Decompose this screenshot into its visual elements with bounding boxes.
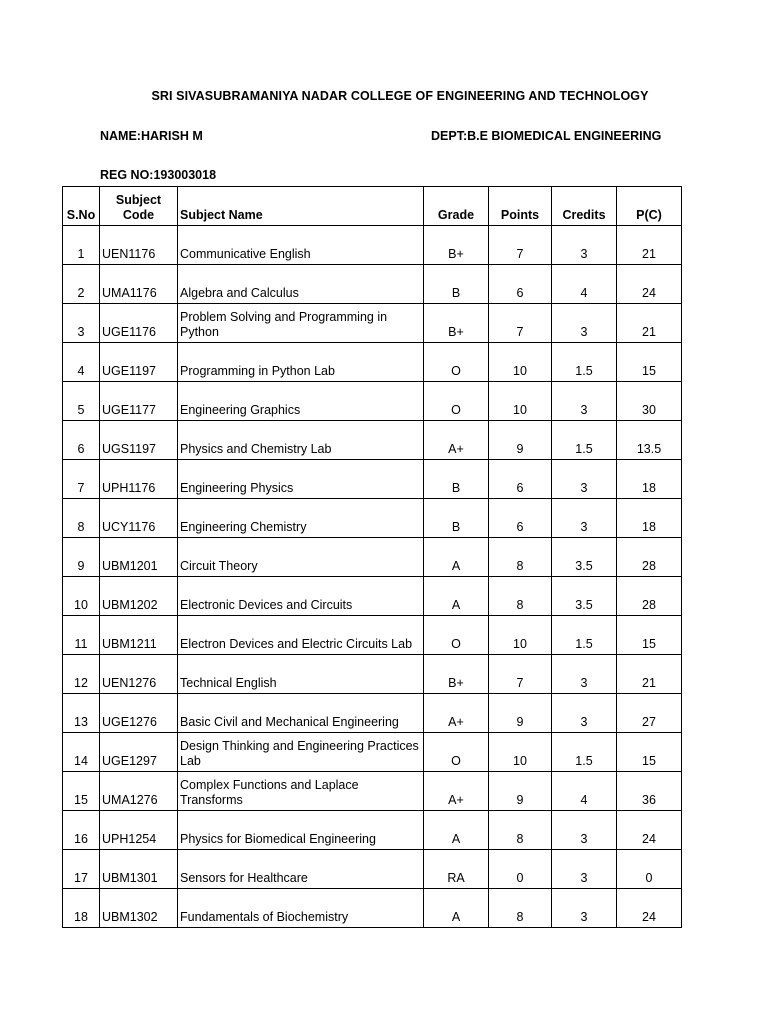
cell-credits: 3 bbox=[552, 304, 617, 343]
cell-credits: 3 bbox=[552, 226, 617, 265]
cell-points: 6 bbox=[489, 460, 552, 499]
cell-grade: A bbox=[424, 889, 489, 928]
cell-pc: 0 bbox=[617, 850, 682, 889]
table-row bbox=[63, 889, 682, 928]
cell-grade: A+ bbox=[424, 421, 489, 460]
cell-credits: 1.5 bbox=[552, 421, 617, 460]
cell-points: 8 bbox=[489, 577, 552, 616]
cell-credits: 3.5 bbox=[552, 538, 617, 577]
cell-subject-code: UBM1301 bbox=[100, 850, 178, 889]
cell-grade: A+ bbox=[424, 772, 489, 811]
cell-subject-name: Engineering Graphics bbox=[178, 382, 424, 421]
cell-subject-code: UMA1276 bbox=[100, 772, 178, 811]
cell-subject-name: Engineering Physics bbox=[178, 460, 424, 499]
cell-subject-name: Physics for Biomedical Engineering bbox=[178, 811, 424, 850]
cell-subject-name: Sensors for Healthcare bbox=[178, 850, 424, 889]
cell-pc: 24 bbox=[617, 265, 682, 304]
cell-subject-name: Problem Solving and Programming in Python bbox=[178, 304, 424, 343]
cell-subject-name: Basic Civil and Mechanical Engineering bbox=[178, 694, 424, 733]
table-row bbox=[63, 655, 682, 694]
cell-subject-code: UPH1176 bbox=[100, 460, 178, 499]
table-row bbox=[63, 694, 682, 733]
cell-points: 6 bbox=[489, 265, 552, 304]
cell-subject-code: UMA1176 bbox=[100, 265, 178, 304]
cell-subject-name: Complex Functions and Laplace Transforms bbox=[178, 772, 424, 811]
department: DEPT:B.E BIOMEDICAL ENGINEERING bbox=[431, 129, 662, 143]
table-row bbox=[63, 226, 682, 265]
cell-credits: 3.5 bbox=[552, 577, 617, 616]
cell-points: 10 bbox=[489, 616, 552, 655]
cell-grade: A+ bbox=[424, 694, 489, 733]
cell-sno: 17 bbox=[63, 850, 100, 889]
column-header-points: Points bbox=[489, 187, 552, 226]
cell-pc: 18 bbox=[617, 460, 682, 499]
cell-subject-code: UGE1176 bbox=[100, 304, 178, 343]
cell-sno: 15 bbox=[63, 772, 100, 811]
cell-grade: O bbox=[424, 733, 489, 772]
cell-sno: 2 bbox=[63, 265, 100, 304]
cell-sno: 10 bbox=[63, 577, 100, 616]
column-header-sno: S.No bbox=[63, 187, 100, 226]
registration-number: REG NO:193003018 bbox=[100, 168, 217, 182]
cell-subject-code: UGE1297 bbox=[100, 733, 178, 772]
table-row bbox=[63, 343, 682, 382]
cell-grade: B bbox=[424, 265, 489, 304]
cell-pc: 15 bbox=[617, 343, 682, 382]
table-row bbox=[63, 538, 682, 577]
cell-points: 6 bbox=[489, 499, 552, 538]
column-header-credits: Credits bbox=[552, 187, 617, 226]
cell-sno: 3 bbox=[63, 304, 100, 343]
cell-pc: 28 bbox=[617, 577, 682, 616]
cell-credits: 3 bbox=[552, 850, 617, 889]
cell-credits: 3 bbox=[552, 382, 617, 421]
cell-sno: 4 bbox=[63, 343, 100, 382]
cell-credits: 1.5 bbox=[552, 616, 617, 655]
cell-grade: B+ bbox=[424, 226, 489, 265]
cell-pc: 15 bbox=[617, 733, 682, 772]
cell-points: 8 bbox=[489, 538, 552, 577]
cell-sno: 1 bbox=[63, 226, 100, 265]
cell-pc: 30 bbox=[617, 382, 682, 421]
cell-pc: 21 bbox=[617, 304, 682, 343]
cell-sno: 9 bbox=[63, 538, 100, 577]
cell-credits: 1.5 bbox=[552, 343, 617, 382]
cell-sno: 5 bbox=[63, 382, 100, 421]
cell-credits: 3 bbox=[552, 694, 617, 733]
college-title: SRI SIVASUBRAMANIYA NADAR COLLEGE OF ENGINEERING AND TECHNOLOGY bbox=[151, 89, 649, 103]
cell-grade: A bbox=[424, 538, 489, 577]
cell-points: 8 bbox=[489, 811, 552, 850]
table-row bbox=[63, 616, 682, 655]
cell-subject-name: Technical English bbox=[178, 655, 424, 694]
cell-points: 8 bbox=[489, 889, 552, 928]
cell-points: 9 bbox=[489, 772, 552, 811]
table-row bbox=[63, 421, 682, 460]
cell-points: 9 bbox=[489, 421, 552, 460]
cell-subject-code: UBM1211 bbox=[100, 616, 178, 655]
cell-sno: 16 bbox=[63, 811, 100, 850]
table-row bbox=[63, 382, 682, 421]
cell-grade: O bbox=[424, 382, 489, 421]
cell-subject-name: Fundamentals of Biochemistry bbox=[178, 889, 424, 928]
cell-pc: 27 bbox=[617, 694, 682, 733]
cell-grade: O bbox=[424, 343, 489, 382]
grades-table bbox=[62, 186, 682, 928]
cell-grade: A bbox=[424, 811, 489, 850]
cell-points: 7 bbox=[489, 304, 552, 343]
table-row bbox=[63, 265, 682, 304]
cell-sno: 12 bbox=[63, 655, 100, 694]
cell-points: 9 bbox=[489, 694, 552, 733]
cell-subject-code: UGE1177 bbox=[100, 382, 178, 421]
cell-credits: 3 bbox=[552, 811, 617, 850]
column-header-grade: Grade bbox=[424, 187, 489, 226]
cell-grade: RA bbox=[424, 850, 489, 889]
cell-subject-name: Programming in Python Lab bbox=[178, 343, 424, 382]
column-header-subject-name: Subject Name bbox=[178, 187, 424, 226]
cell-subject-name: Communicative English bbox=[178, 226, 424, 265]
cell-subject-name: Engineering Chemistry bbox=[178, 499, 424, 538]
cell-points: 10 bbox=[489, 343, 552, 382]
cell-pc: 21 bbox=[617, 226, 682, 265]
table-header-row bbox=[63, 187, 682, 226]
cell-subject-name: Design Thinking and Engineering Practices Lab bbox=[178, 733, 424, 772]
cell-subject-code: UBM1302 bbox=[100, 889, 178, 928]
cell-points: 10 bbox=[489, 382, 552, 421]
cell-pc: 28 bbox=[617, 538, 682, 577]
cell-credits: 3 bbox=[552, 460, 617, 499]
cell-grade: B bbox=[424, 460, 489, 499]
cell-sno: 8 bbox=[63, 499, 100, 538]
cell-grade: B+ bbox=[424, 655, 489, 694]
cell-credits: 3 bbox=[552, 655, 617, 694]
cell-subject-code: UGE1197 bbox=[100, 343, 178, 382]
cell-subject-name: Electronic Devices and Circuits bbox=[178, 577, 424, 616]
table-row bbox=[63, 304, 682, 343]
cell-pc: 15 bbox=[617, 616, 682, 655]
cell-grade: B bbox=[424, 499, 489, 538]
cell-credits: 4 bbox=[552, 265, 617, 304]
table-row bbox=[63, 577, 682, 616]
cell-sno: 7 bbox=[63, 460, 100, 499]
cell-credits: 3 bbox=[552, 889, 617, 928]
column-header-subject-code: Subject Code bbox=[100, 187, 178, 226]
cell-credits: 1.5 bbox=[552, 733, 617, 772]
cell-points: 10 bbox=[489, 733, 552, 772]
cell-subject-name: Circuit Theory bbox=[178, 538, 424, 577]
cell-sno: 13 bbox=[63, 694, 100, 733]
cell-subject-code: UEN1176 bbox=[100, 226, 178, 265]
cell-points: 7 bbox=[489, 226, 552, 265]
cell-subject-name: Algebra and Calculus bbox=[178, 265, 424, 304]
cell-pc: 18 bbox=[617, 499, 682, 538]
cell-pc: 21 bbox=[617, 655, 682, 694]
cell-grade: B+ bbox=[424, 304, 489, 343]
cell-grade: A bbox=[424, 577, 489, 616]
cell-pc: 24 bbox=[617, 811, 682, 850]
table-row bbox=[63, 733, 682, 772]
cell-pc: 24 bbox=[617, 889, 682, 928]
table-row bbox=[63, 460, 682, 499]
cell-points: 0 bbox=[489, 850, 552, 889]
column-header-pc: P(C) bbox=[617, 187, 682, 226]
cell-credits: 4 bbox=[552, 772, 617, 811]
cell-points: 7 bbox=[489, 655, 552, 694]
cell-subject-name: Electron Devices and Electric Circuits Lab bbox=[178, 616, 424, 655]
cell-sno: 18 bbox=[63, 889, 100, 928]
table-row bbox=[63, 499, 682, 538]
student-name: NAME:HARISH M bbox=[100, 129, 203, 143]
table-row bbox=[63, 811, 682, 850]
cell-sno: 6 bbox=[63, 421, 100, 460]
cell-credits: 3 bbox=[552, 499, 617, 538]
cell-subject-code: UGE1276 bbox=[100, 694, 178, 733]
cell-subject-code: UBM1202 bbox=[100, 577, 178, 616]
cell-sno: 11 bbox=[63, 616, 100, 655]
cell-pc: 13.5 bbox=[617, 421, 682, 460]
table-body bbox=[63, 226, 682, 928]
cell-subject-code: UCY1176 bbox=[100, 499, 178, 538]
table-row bbox=[63, 850, 682, 889]
cell-grade: O bbox=[424, 616, 489, 655]
cell-subject-code: UBM1201 bbox=[100, 538, 178, 577]
cell-pc: 36 bbox=[617, 772, 682, 811]
cell-sno: 14 bbox=[63, 733, 100, 772]
cell-subject-code: UGS1197 bbox=[100, 421, 178, 460]
cell-subject-name: Physics and Chemistry Lab bbox=[178, 421, 424, 460]
cell-subject-code: UPH1254 bbox=[100, 811, 178, 850]
table-row bbox=[63, 772, 682, 811]
cell-subject-code: UEN1276 bbox=[100, 655, 178, 694]
